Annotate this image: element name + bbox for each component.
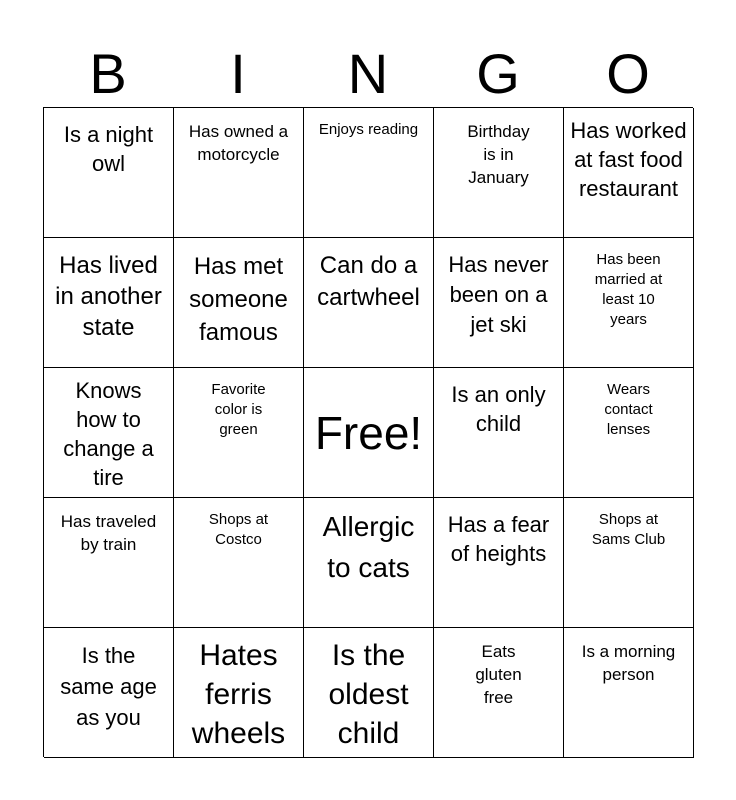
bingo-cell[interactable] bbox=[434, 498, 564, 628]
header-letter-n: N bbox=[347, 42, 389, 105]
bingo-cell[interactable] bbox=[434, 238, 564, 368]
bingo-cell[interactable] bbox=[44, 108, 174, 238]
bingo-cell[interactable] bbox=[174, 368, 304, 498]
cell-text: Birthday is in January bbox=[467, 122, 530, 187]
bingo-cell[interactable] bbox=[564, 368, 694, 498]
free-space-cell[interactable] bbox=[304, 368, 434, 498]
cell-text: Has a fear of heights bbox=[447, 512, 550, 566]
bingo-cell[interactable] bbox=[434, 108, 564, 238]
cell-text: Wears contact lenses bbox=[604, 381, 653, 438]
header-letter-i: I bbox=[230, 42, 246, 105]
bingo-cell[interactable] bbox=[174, 498, 304, 628]
free-space-label: Free! bbox=[314, 406, 423, 459]
cell-text: Is the oldest child bbox=[328, 639, 409, 750]
bingo-cell[interactable] bbox=[434, 368, 564, 498]
bingo-cell[interactable] bbox=[174, 628, 304, 758]
cell-text: Has traveled by train bbox=[60, 512, 157, 554]
bingo-cell[interactable] bbox=[44, 628, 174, 758]
cell-text: Enjoys reading bbox=[318, 121, 419, 138]
bingo-cell[interactable] bbox=[304, 628, 434, 758]
cell-text: Hates ferris wheels bbox=[191, 639, 286, 750]
cell-text: Is the same age as you bbox=[60, 643, 157, 730]
bingo-header bbox=[43, 40, 693, 108]
cell-text: Knows how to change a tire bbox=[63, 378, 154, 490]
cell-text: Allergic to cats bbox=[322, 511, 415, 583]
bingo-cell[interactable] bbox=[564, 498, 694, 628]
bingo-cell[interactable] bbox=[304, 498, 434, 628]
cell-text: Can do a cartwheel bbox=[317, 252, 420, 311]
cell-text: Favorite color is green bbox=[211, 381, 266, 438]
bingo-cell[interactable] bbox=[564, 628, 694, 758]
cell-text: Shops at Costco bbox=[208, 511, 269, 548]
bingo-cell[interactable] bbox=[304, 108, 434, 238]
bingo-cell[interactable] bbox=[564, 108, 694, 238]
cell-text: Is a morning person bbox=[581, 642, 676, 684]
bingo-cell[interactable] bbox=[44, 368, 174, 498]
cell-text: Is an only child bbox=[451, 382, 546, 436]
cell-text: Is a night owl bbox=[63, 122, 154, 176]
bingo-cell[interactable] bbox=[44, 238, 174, 368]
cell-text: Has met someone famous bbox=[189, 253, 288, 346]
bingo-cell[interactable] bbox=[304, 238, 434, 368]
bingo-cell[interactable] bbox=[174, 108, 304, 238]
header-letter-b: B bbox=[89, 42, 127, 105]
header-letter-o: O bbox=[606, 42, 650, 105]
cell-text: Has owned a motorcycle bbox=[188, 122, 289, 164]
cell-text: Has been married at least 10 years bbox=[594, 251, 663, 328]
bingo-cell[interactable] bbox=[434, 628, 564, 758]
cell-text: Eats gluten free bbox=[475, 642, 522, 707]
cell-text: Has never been on a jet ski bbox=[448, 252, 549, 337]
cell-text: Has worked at fast food restaurant bbox=[570, 118, 687, 201]
cell-text: Has lived in another state bbox=[55, 252, 162, 341]
header-letter-g: G bbox=[476, 42, 520, 105]
bingo-cell[interactable] bbox=[564, 238, 694, 368]
bingo-cell[interactable] bbox=[174, 238, 304, 368]
cell-text: Shops at Sams Club bbox=[591, 511, 666, 548]
bingo-card-grid bbox=[43, 107, 693, 757]
bingo-cell[interactable] bbox=[44, 498, 174, 628]
